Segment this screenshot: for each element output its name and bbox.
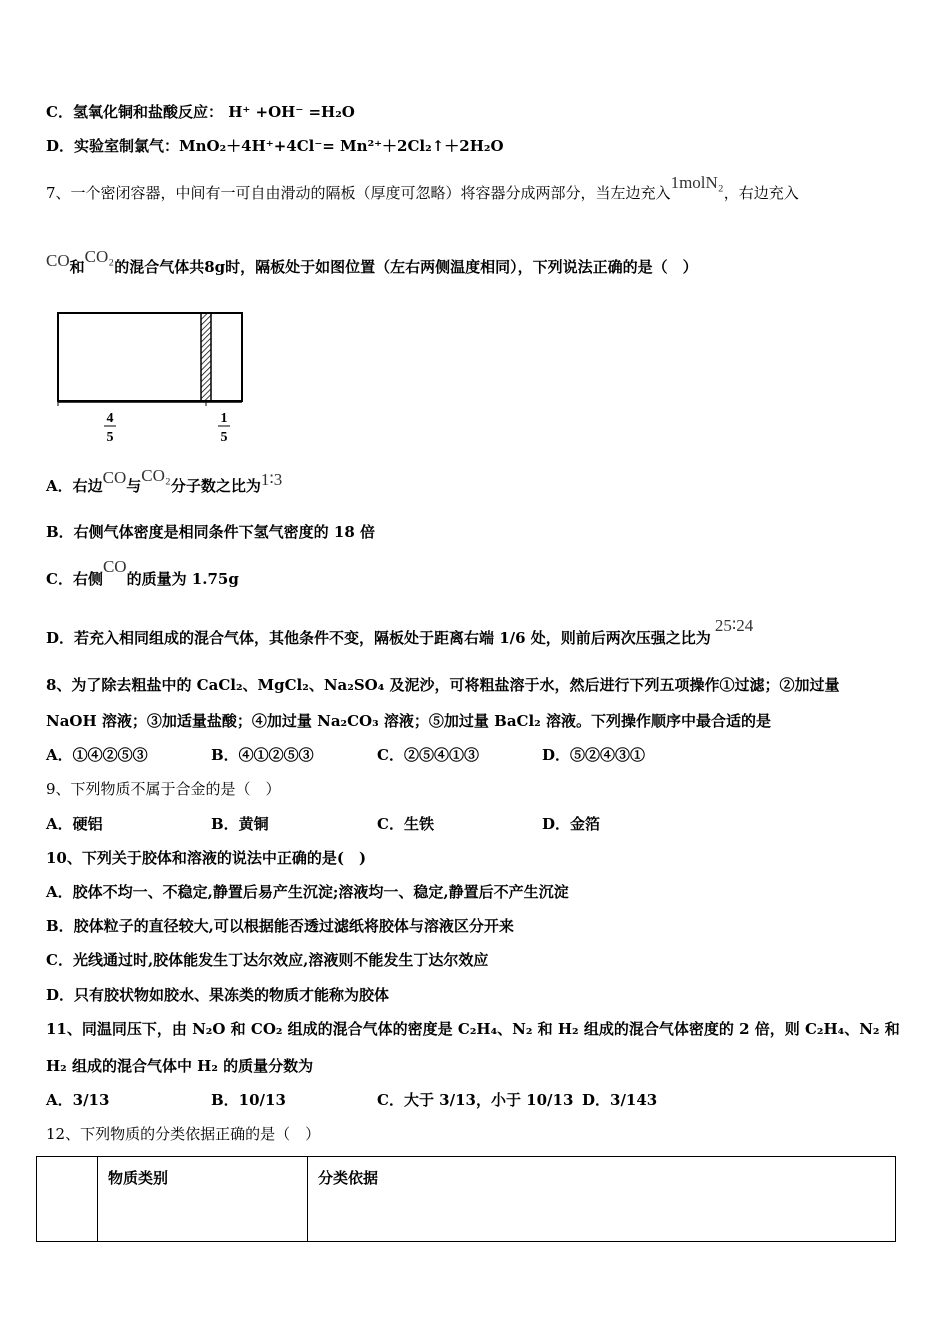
question-10-option-a: A．胶体不均一、不稳定,静置后易产生沉淀;溶液均一、稳定,静置后不产生沉淀 (46, 883, 569, 901)
question-10-option-c: C．光线通过时,胶体能发生丁达尔效应,溶液则不能发生丁达尔效应 (46, 951, 489, 969)
co-formula-c: CO (102, 557, 127, 576)
question-8-option-b: B．④①②⑤③ (211, 746, 314, 764)
question-9-option-b: B．黄铜 (211, 815, 269, 833)
question-8-option-a: A．①④②⑤③ (46, 746, 148, 764)
classification-table (36, 1156, 896, 1242)
question-9-option-c: C．生铁 (377, 815, 434, 833)
co2-formula-a: CO₂ (141, 466, 171, 485)
equation-d: MnO₂＋4H⁺+4Cl⁻= Mn²⁺＋2Cl₂↑＋2H₂O (179, 137, 504, 155)
question-11-line-2: H₂ 组成的混合气体中 H₂ 的质量分数为 (46, 1057, 314, 1075)
left-fraction-den: 5 (106, 430, 114, 445)
table-header-category: 物质类别 (108, 1169, 169, 1187)
question-10-option-d: D．只有胶状物如胶水、果冻类的物质才能称为胶体 (46, 986, 390, 1004)
ratio-25-24: 25∶24 (714, 616, 754, 635)
option-d-line: D．实验室制氯气：MnO₂＋4H⁺+4Cl⁻= Mn²⁺＋2Cl₂↑＋2H₂O (46, 137, 504, 155)
table-header-basis: 分类依据 (318, 1169, 379, 1187)
question-7-option-a: A．右边CO与CO₂分子数之比为1∶3 (46, 466, 283, 495)
question-11-option-a: A．3/13 (46, 1091, 110, 1109)
partition (201, 313, 211, 401)
question-7-line-2: CO和CO₂的混合气体共8g时，隔板处于如图位置（左右两侧温度相同），下列说法正确的是（ ） (46, 247, 698, 276)
right-fraction-num: 1 (220, 411, 228, 426)
co-formula: CO (46, 251, 70, 270)
question-9-option-a: A．硬铝 (46, 815, 103, 833)
left-fraction-num: 4 (106, 411, 114, 426)
co-formula-a: CO (102, 468, 127, 487)
co2-formula: CO₂ (84, 247, 115, 266)
question-7-option-c: C．右侧CO的质量为 1.75g (46, 557, 239, 588)
question-11-option-d: D．3/143 (582, 1091, 658, 1109)
ratio-1-3: 1∶3 (260, 470, 283, 489)
container-diagram (46, 310, 256, 450)
question-10: 10、下列关于胶体和溶液的说法中正确的是( ) (46, 849, 367, 867)
equation-c: H⁺ +OH⁻ =H₂O (228, 103, 355, 121)
question-9: 9、下列物质不属于合金的是（ ） (46, 780, 281, 798)
question-10-option-b: B．胶体粒子的直径较大,可以根据能否透过滤纸将胶体与溶液区分开来 (46, 917, 514, 935)
question-8-line-2: NaOH 溶液；③加适量盐酸；④加过量 Na₂CO₃ 溶液；⑤加过量 BaCl₂ 溶液。下列操作顺序中最合适的是 (46, 712, 771, 730)
n2-formula: 1molN₂ (670, 173, 724, 192)
question-11-option-c: C．大于 3/13，小于 10/13 (377, 1091, 574, 1109)
question-12: 12、下列物质的分类依据正确的是（ ） (46, 1125, 321, 1143)
question-9-option-d: D．金箔 (542, 815, 601, 833)
question-11-option-b: B．10/13 (211, 1091, 286, 1109)
table-divider-2 (307, 1157, 308, 1241)
question-7-option-d: D．若充入相同组成的混合气体，其他条件不变，隔板处于距离右端 1/6 处，则前后两次压强之比为25∶24 (46, 616, 754, 647)
question-11-line-1: 11、同温同压下，由 N₂O 和 CO₂ 组成的混合气体的密度是 C₂H₄、N₂ 和 H₂ 组成的混合气体密度的 2 倍，则 C₂H₄、N₂ 和 (46, 1020, 900, 1038)
question-7-option-b: B．右侧气体密度是相同条件下氢气密度的 18 倍 (46, 523, 375, 541)
option-c-line: C．氢氧化铜和盐酸反应： H⁺ +OH⁻ =H₂O (46, 103, 355, 121)
question-8-option-c: C．②⑤④①③ (377, 746, 479, 764)
question-8-option-d: D．⑤②④③① (542, 746, 646, 764)
table-divider-1 (97, 1157, 98, 1241)
question-8-line-1: 8、为了除去粗盐中的 CaCl₂、MgCl₂、Na₂SO₄ 及泥沙，可将粗盐溶于水，然后进行下列五项操作①过滤；②加过量 (46, 676, 840, 694)
question-7-line-1: 7、一个密闭容器，中间有一可自由滑动的隔板（厚度可忽略）将容器分成两部分，当左边充入1molN₂，右边充入 (46, 173, 799, 202)
right-fraction-den: 5 (220, 430, 228, 445)
container-diagram-svg (46, 310, 256, 450)
container-box (58, 313, 242, 401)
